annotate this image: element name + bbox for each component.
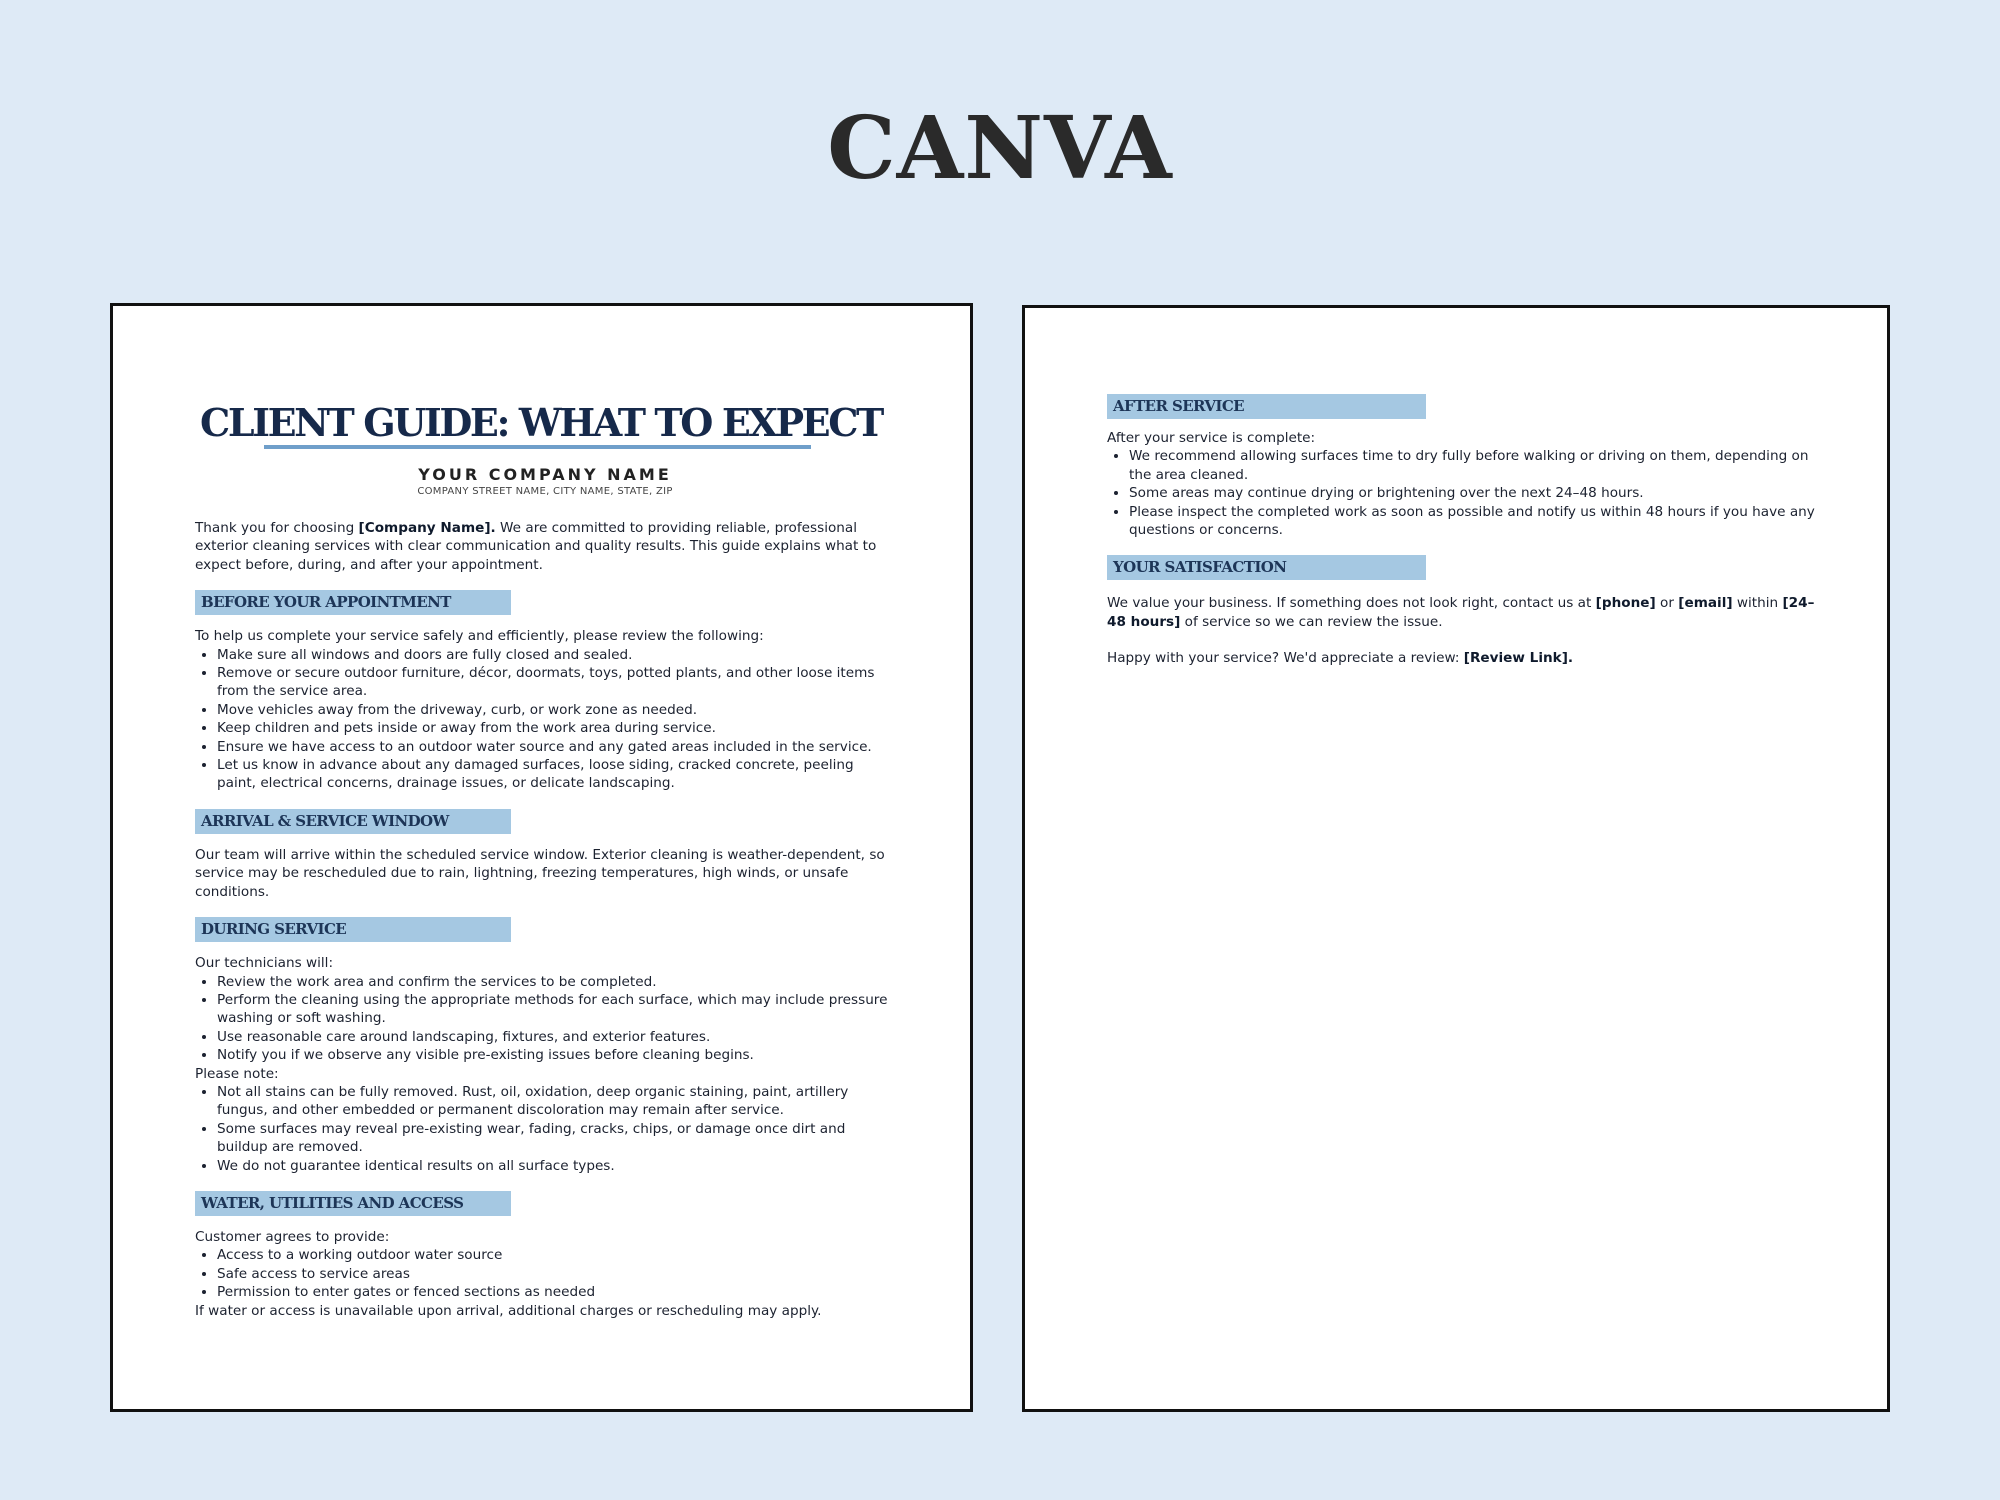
water-closing: If water or access is unavailable upon arrival, additional charges or rescheduling may apply. <box>195 1302 822 1319</box>
list-item: • Review the work area and confirm the services to be completed. <box>217 973 895 991</box>
during-list <box>195 973 895 1065</box>
list-item: • Some surfaces may reveal pre-existing wear, fading, cracks, chips, or damage once dirt and buildup are removed. <box>217 1120 895 1157</box>
spacer <box>1107 631 1827 649</box>
section-heading-during-service: DURING SERVICE <box>195 917 511 942</box>
page-1-content <box>195 401 895 1320</box>
arrival-text: Our team will arrive within the scheduled service window. Exterior cleaning is weather-dependent, so service may be rescheduled due to rain, lightning, freezing temperatures, high winds, or unsafe conditions. <box>195 846 885 900</box>
list-item: • Perform the cleaning using the appropriate methods for each surface, which may include pressure washing or soft washing. <box>217 991 895 1028</box>
review-text: Happy with your service? We'd appreciate a review: <box>1107 650 1464 667</box>
satisfaction-text: of service so we can review the issue. <box>1180 613 1443 630</box>
title-underline <box>264 445 811 449</box>
list-item: • Not all stains can be fully removed. Rust, oil, oxidation, deep organic staining, paint, artillery fungus, and other embedded or permanent discoloration may remain after service. <box>217 1083 895 1120</box>
document-title: CLIENT GUIDE: WHAT TO EXPECT <box>200 400 882 445</box>
company-name: YOUR COMPANY NAME <box>418 465 672 484</box>
section-heading-arrival: ARRIVAL & SERVICE WINDOW <box>195 809 511 834</box>
after-list <box>1107 447 1827 539</box>
list-item: • Use reasonable care around landscaping, fixtures, and exterior features. <box>217 1028 895 1046</box>
list-item: • Keep children and pets inside or away from the work area during service. <box>217 719 895 737</box>
satisfaction-text: We value your business. If something does not look right, contact us at <box>1107 595 1596 612</box>
list-item: • Let us know in advance about any damaged surfaces, loose siding, cracked concrete, peeling paint, electrical concerns, drainage issues, or delicate landscaping. <box>217 756 895 793</box>
phone-placeholder: [phone] <box>1595 595 1656 612</box>
list-item: • Remove or secure outdoor furniture, décor, doormats, toys, potted plants, and other loose items from the service area. <box>217 664 895 701</box>
satisfaction-text: or <box>1655 595 1679 612</box>
timeframe-placeholder: [24–48 hours] <box>1107 595 1815 630</box>
list-item: • Safe access to service areas <box>217 1265 895 1283</box>
list-item: • We do not guarantee identical results on all surface types. <box>217 1157 895 1175</box>
intro-text-start: Thank you for choosing <box>195 520 359 536</box>
list-item: • Move vehicles away from the driveway, curb, or work zone as needed. <box>217 701 895 719</box>
brand-title: CANVA <box>827 98 1173 199</box>
list-item: • We recommend allowing surfaces time to dry fully before walking or driving on them, depending on the area cleaned. <box>1129 447 1827 484</box>
before-list <box>195 646 895 793</box>
list-item: • Make sure all windows and doors are fully closed and sealed. <box>217 646 895 664</box>
before-lead: To help us complete your service safely and efficiently, please review the following: <box>195 628 764 645</box>
notes-list <box>195 1083 895 1175</box>
document-page-2 <box>1022 305 1890 1412</box>
list-item: • Access to a working outdoor water source <box>217 1246 895 1264</box>
document-page-1 <box>110 303 973 1412</box>
list-item: • Ensure we have access to an outdoor water source and any gated areas included in the service. <box>217 738 895 756</box>
intro-company-placeholder: [Company Name]. <box>358 520 496 536</box>
review-link-placeholder: [Review Link]. <box>1463 650 1574 667</box>
section-heading-satisfaction: YOUR SATISFACTION <box>1107 555 1426 580</box>
email-placeholder: [email] <box>1678 595 1733 612</box>
intro-paragraph <box>195 519 895 574</box>
company-address: COMPANY STREET NAME, CITY NAME, STATE, ZIP <box>417 486 673 497</box>
satisfaction-text: within <box>1732 595 1783 612</box>
water-list <box>195 1246 895 1301</box>
during-lead: Our technicians will: <box>195 955 334 972</box>
list-item: • Please inspect the completed work as soon as possible and notify us within 48 hours if you have any questions or concerns. <box>1129 503 1827 540</box>
page-2-content <box>1107 394 1827 668</box>
list-item: • Permission to enter gates or fenced sections as needed <box>217 1283 895 1301</box>
list-item: • Some areas may continue drying or brightening over the next 24–48 hours. <box>1129 484 1827 502</box>
satisfaction-paragraph <box>1107 594 1827 631</box>
note-lead: Please note: <box>195 1065 279 1082</box>
after-lead: After your service is complete: <box>1107 430 1316 446</box>
section-heading-before-appointment: BEFORE YOUR APPOINTMENT <box>195 590 511 615</box>
section-heading-after-service: AFTER SERVICE <box>1107 394 1426 419</box>
list-item: • Notify you if we observe any visible pre-existing issues before cleaning begins. <box>217 1046 895 1064</box>
review-paragraph <box>1107 649 1827 667</box>
section-heading-water-access: WATER, UTILITIES AND ACCESS <box>195 1191 511 1216</box>
water-lead: Customer agrees to provide: <box>195 1228 390 1245</box>
intro-text-end: We are committed to providing reliable, professional exterior cleaning services with clear communication and quality results. This guide explains what to expect before, during, and after your appointment. <box>195 520 877 573</box>
